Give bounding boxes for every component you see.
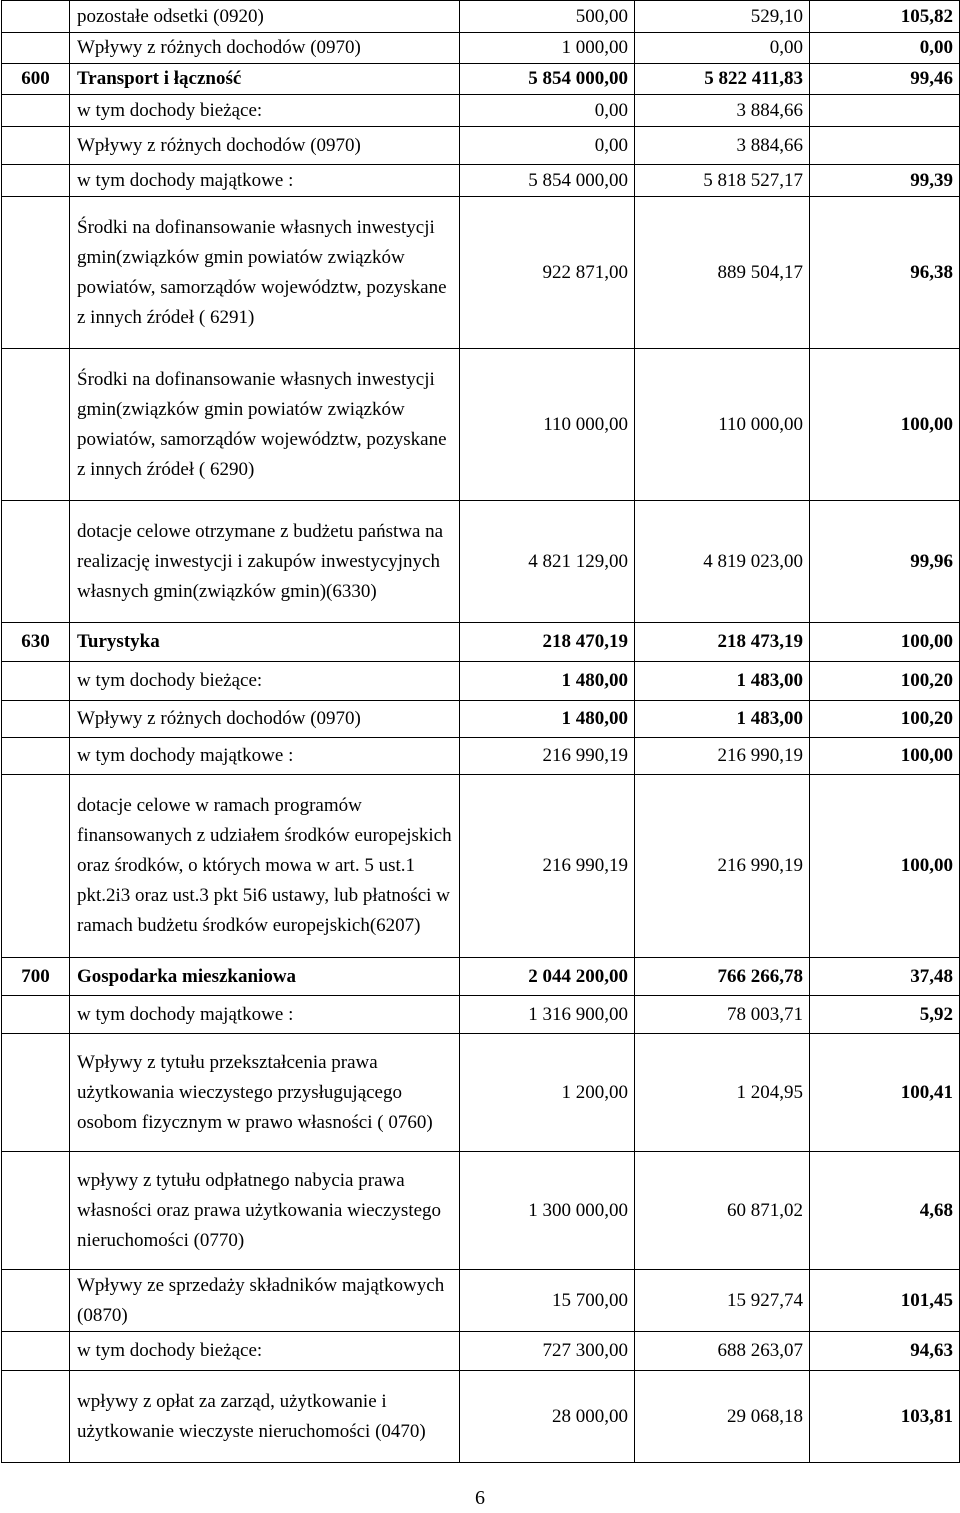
executed-amount-cell: 216 990,19 [635,775,810,958]
plan-amount-cell: 216 990,19 [460,738,635,775]
section-code-cell [2,996,70,1034]
percent-cell: 99,96 [810,501,960,623]
table-row [2,95,960,127]
plan-amount-cell: 216 990,19 [460,775,635,958]
description-cell: Wpływy z różnych dochodów (0970) [70,33,460,64]
percent-cell: 4,68 [810,1152,960,1270]
plan-amount-cell: 1 300 000,00 [460,1152,635,1270]
description-cell: wpływy z tytułu odpłatnego nabycia prawa własności oraz prawa użytkowania wieczystego nieruchomości (0770) [70,1152,460,1270]
table-row [2,958,960,996]
table-row [2,1152,960,1270]
section-code-cell [2,738,70,775]
table-row [2,662,960,701]
plan-amount-cell: 5 854 000,00 [460,64,635,95]
percent-cell: 100,00 [810,738,960,775]
section-code-cell: 600 [2,64,70,95]
percent-cell: 100,00 [810,775,960,958]
percent-cell [810,95,960,127]
budget-income-table [1,0,960,1463]
description-cell: Wpływy z różnych dochodów (0970) [70,701,460,738]
description-cell: dotacje celowe w ramach programów finansowanych z udziałem środków europejskich oraz środków, o których mowa w art. 5 ust.1 pkt.2i3 oraz ust.3 pkt 5i6 ustawy, lub płatności w ramach budżetu środków europejskich(6207) [70,775,460,958]
section-code-cell [2,127,70,165]
percent-cell: 100,00 [810,349,960,501]
description-cell: wpływy z opłat za zarząd, użytkowanie i użytkowanie wieczyste nieruchomości (0470) [70,1371,460,1463]
table-row [2,165,960,197]
table-row [2,1034,960,1152]
percent-cell: 37,48 [810,958,960,996]
executed-amount-cell: 4 819 023,00 [635,501,810,623]
table-row [2,738,960,775]
executed-amount-cell: 15 927,74 [635,1270,810,1332]
section-code-cell [2,165,70,197]
plan-amount-cell: 15 700,00 [460,1270,635,1332]
percent-cell: 100,20 [810,701,960,738]
percent-cell: 101,45 [810,1270,960,1332]
table-row [2,623,960,662]
section-code-cell [2,33,70,64]
table-row [2,501,960,623]
table-body [2,1,960,1463]
page-number: 6 [475,1487,485,1509]
table-row [2,1332,960,1371]
percent-cell: 5,92 [810,996,960,1034]
description-cell: Środki na dofinansowanie własnych inwestycji gmin(związków gmin powiatów związków powiatów, samorządów województw, pozyskane z innych źródeł ( 6291) [70,197,460,349]
executed-amount-cell: 5 818 527,17 [635,165,810,197]
percent-cell [810,127,960,165]
description-cell: Wpływy z tytułu przekształcenia prawa użytkowania wieczystego przysługującego osobom fizycznym w prawo własności ( 0760) [70,1034,460,1152]
plan-amount-cell: 922 871,00 [460,197,635,349]
executed-amount-cell: 3 884,66 [635,95,810,127]
plan-amount-cell: 218 470,19 [460,623,635,662]
plan-amount-cell: 1 480,00 [460,662,635,701]
executed-amount-cell: 766 266,78 [635,958,810,996]
table-row [2,1371,960,1463]
section-code-cell [2,662,70,701]
description-cell: Turystyka [70,623,460,662]
percent-cell: 99,46 [810,64,960,95]
table-row [2,1270,960,1332]
percent-cell: 103,81 [810,1371,960,1463]
description-cell: pozostałe odsetki (0920) [70,1,460,33]
description-cell: w tym dochody bieżące: [70,95,460,127]
plan-amount-cell: 4 821 129,00 [460,501,635,623]
percent-cell: 99,39 [810,165,960,197]
executed-amount-cell: 78 003,71 [635,996,810,1034]
plan-amount-cell: 1 000,00 [460,33,635,64]
description-cell: w tym dochody majątkowe : [70,165,460,197]
percent-cell: 100,00 [810,623,960,662]
description-cell: Gospodarka mieszkaniowa [70,958,460,996]
table-row [2,701,960,738]
plan-amount-cell: 1 316 900,00 [460,996,635,1034]
section-code-cell [2,501,70,623]
percent-cell: 100,20 [810,662,960,701]
description-cell: Wpływy ze sprzedaży składników majątkowych (0870) [70,1270,460,1332]
executed-amount-cell: 889 504,17 [635,197,810,349]
description-cell: w tym dochody bieżące: [70,1332,460,1371]
executed-amount-cell: 3 884,66 [635,127,810,165]
percent-cell: 0,00 [810,33,960,64]
table-row [2,349,960,501]
executed-amount-cell: 5 822 411,83 [635,64,810,95]
percent-cell: 105,82 [810,1,960,33]
plan-amount-cell: 1 200,00 [460,1034,635,1152]
description-cell: w tym dochody bieżące: [70,662,460,701]
plan-amount-cell: 500,00 [460,1,635,33]
description-cell: Środki na dofinansowanie własnych inwestycji gmin(związków gmin powiatów związków powiatów, samorządów województw, pozyskane z innych źródeł ( 6290) [70,349,460,501]
section-code-cell: 700 [2,958,70,996]
executed-amount-cell: 1 204,95 [635,1034,810,1152]
section-code-cell [2,197,70,349]
executed-amount-cell: 529,10 [635,1,810,33]
description-cell: Transport i łączność [70,64,460,95]
description-cell: w tym dochody majątkowe : [70,996,460,1034]
executed-amount-cell: 60 871,02 [635,1152,810,1270]
section-code-cell [2,349,70,501]
executed-amount-cell: 0,00 [635,33,810,64]
percent-cell: 94,63 [810,1332,960,1371]
table-row [2,64,960,95]
table-row [2,33,960,64]
table-row [2,996,960,1034]
section-code-cell [2,701,70,738]
executed-amount-cell: 218 473,19 [635,623,810,662]
executed-amount-cell: 216 990,19 [635,738,810,775]
table-row [2,775,960,958]
section-code-cell [2,1,70,33]
executed-amount-cell: 29 068,18 [635,1371,810,1463]
plan-amount-cell: 0,00 [460,95,635,127]
description-cell: dotacje celowe otrzymane z budżetu państwa na realizację inwestycji i zakupów inwestycyjnych własnych gmin(związków gmin)(6330) [70,501,460,623]
executed-amount-cell: 1 483,00 [635,701,810,738]
description-cell: Wpływy z różnych dochodów (0970) [70,127,460,165]
section-code-cell [2,1034,70,1152]
plan-amount-cell: 28 000,00 [460,1371,635,1463]
plan-amount-cell: 110 000,00 [460,349,635,501]
executed-amount-cell: 110 000,00 [635,349,810,501]
table-row [2,197,960,349]
plan-amount-cell: 2 044 200,00 [460,958,635,996]
table-row [2,127,960,165]
section-code-cell [2,775,70,958]
plan-amount-cell: 1 480,00 [460,701,635,738]
percent-cell: 100,41 [810,1034,960,1152]
plan-amount-cell: 0,00 [460,127,635,165]
section-code-cell [2,1371,70,1463]
plan-amount-cell: 5 854 000,00 [460,165,635,197]
description-cell: w tym dochody majątkowe : [70,738,460,775]
section-code-cell [2,1332,70,1371]
section-code-cell [2,1152,70,1270]
plan-amount-cell: 727 300,00 [460,1332,635,1371]
section-code-cell [2,95,70,127]
executed-amount-cell: 688 263,07 [635,1332,810,1371]
section-code-cell [2,1270,70,1332]
percent-cell: 96,38 [810,197,960,349]
executed-amount-cell: 1 483,00 [635,662,810,701]
table-row [2,1,960,33]
section-code-cell: 630 [2,623,70,662]
